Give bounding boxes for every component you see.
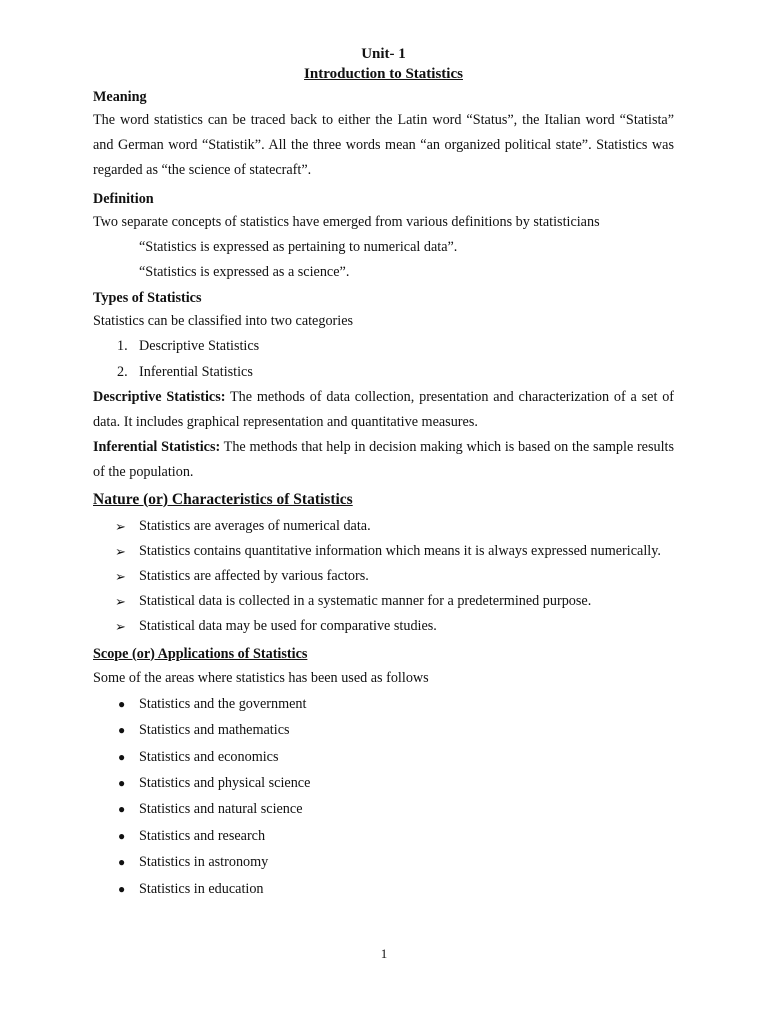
list-item-text: Statistics and the government	[139, 695, 307, 712]
types-intro: Statistics can be classified into two categories	[93, 313, 354, 330]
nature-heading	[93, 486, 674, 514]
types-heading: Types of Statistics	[93, 290, 202, 307]
scope-list-item	[93, 849, 674, 875]
inferential-statistics-label: Inferential Statistics:	[93, 439, 221, 456]
scope-list-item	[93, 796, 674, 822]
list-item-text: Statistics are averages of numerical data.	[139, 517, 371, 534]
inferential-statistics-paragraph	[93, 435, 674, 485]
list-item-text: Statistics and mathematics	[139, 722, 290, 739]
list-item-text: Statistics and research	[139, 827, 266, 844]
bullet-icon: ●	[118, 776, 126, 791]
list-item-text: Statistics are affected by various factors.	[139, 568, 369, 585]
bullet-icon: ●	[118, 855, 126, 870]
scope-intro: Some of the areas where statistics has been used as follows	[93, 669, 429, 686]
arrow-bullet-icon: ➢	[115, 543, 126, 559]
document-page	[93, 44, 674, 902]
nature-list-item	[93, 539, 674, 564]
list-item-text: Statistics and natural science	[139, 801, 303, 818]
definition-quote-1: “Statistics is expressed as pertaining to numerical data”.	[139, 238, 458, 255]
list-item-label: Descriptive Statistics	[139, 338, 260, 355]
types-list-item	[93, 334, 674, 359]
list-item-text: Statistics in astronomy	[139, 854, 269, 871]
nature-list-item	[93, 614, 674, 639]
descriptive-statistics-paragraph	[93, 385, 674, 435]
arrow-bullet-icon: ➢	[115, 594, 126, 610]
scope-heading	[93, 642, 674, 666]
scope-list-item	[93, 823, 674, 849]
scope-list-item	[93, 691, 674, 717]
page-title-text: Introduction to Statistics	[304, 66, 463, 82]
bullet-icon: ●	[118, 802, 126, 817]
inferential-statistics-text: The methods that help in decision making which is based on the sample results of the population.	[93, 439, 675, 481]
list-number: 2.	[117, 363, 128, 380]
scope-list-item	[93, 876, 674, 902]
nature-list-item	[93, 564, 674, 589]
scope-list-item	[93, 770, 674, 796]
descriptive-statistics-text: The methods of data collection, presentation and characterization of a set of data. It includes graphical representation and quantitative measures.	[93, 388, 675, 431]
page-title	[93, 64, 674, 84]
arrow-bullet-icon: ➢	[115, 619, 126, 635]
descriptive-statistics-label: Descriptive Statistics:	[93, 388, 226, 405]
scope-list-item	[93, 744, 674, 770]
arrow-bullet-icon: ➢	[115, 518, 126, 534]
bullet-icon: ●	[118, 828, 126, 843]
list-item-text: Statistics and economics	[139, 748, 279, 765]
scope-heading-text: Scope (or) Applications of Statistics	[93, 645, 308, 662]
page-number: 1	[380, 946, 388, 961]
definition-heading: Definition	[93, 190, 154, 207]
nature-heading-text: Nature (or) Characteristics of Statistics	[93, 490, 353, 508]
list-item-text: Statistical data may be used for comparative studies.	[139, 618, 437, 635]
list-item-label: Inferential Statistics	[139, 363, 253, 380]
meaning-paragraph: The word statistics can be traced back to either the Latin word “Status”, the Italian word “Statista” and German word “Statistik”. All the three words mean “an organized political state”. Statistics was regarded as “the science of statecraft”.	[93, 112, 674, 179]
list-item-text: Statistics and physical science	[139, 775, 311, 792]
definition-quote-2: “Statistics is expressed as a science”.	[139, 264, 350, 281]
nature-list-item	[93, 589, 674, 614]
bullet-icon: ●	[118, 881, 126, 896]
list-item-text: Statistical data is collected in a systematic manner for a predetermined purpose.	[139, 593, 592, 610]
list-item-text: Statistics in education	[139, 880, 264, 897]
bullet-icon: ●	[118, 749, 126, 764]
definition-paragraph: Two separate concepts of statistics have emerged from various definitions by statisticians	[93, 213, 600, 230]
bullet-icon: ●	[118, 723, 126, 738]
list-item-text: Statistics contains quantitative information which means it is always expressed numerically.	[139, 542, 661, 559]
scope-list-item	[93, 717, 674, 743]
types-list-item	[93, 360, 674, 385]
nature-list-item	[93, 514, 674, 539]
bullet-icon: ●	[118, 696, 126, 711]
arrow-bullet-icon: ➢	[115, 569, 126, 585]
meaning-heading: Meaning	[93, 89, 147, 105]
unit-label: Unit- 1	[361, 46, 406, 62]
list-number: 1.	[117, 338, 128, 355]
